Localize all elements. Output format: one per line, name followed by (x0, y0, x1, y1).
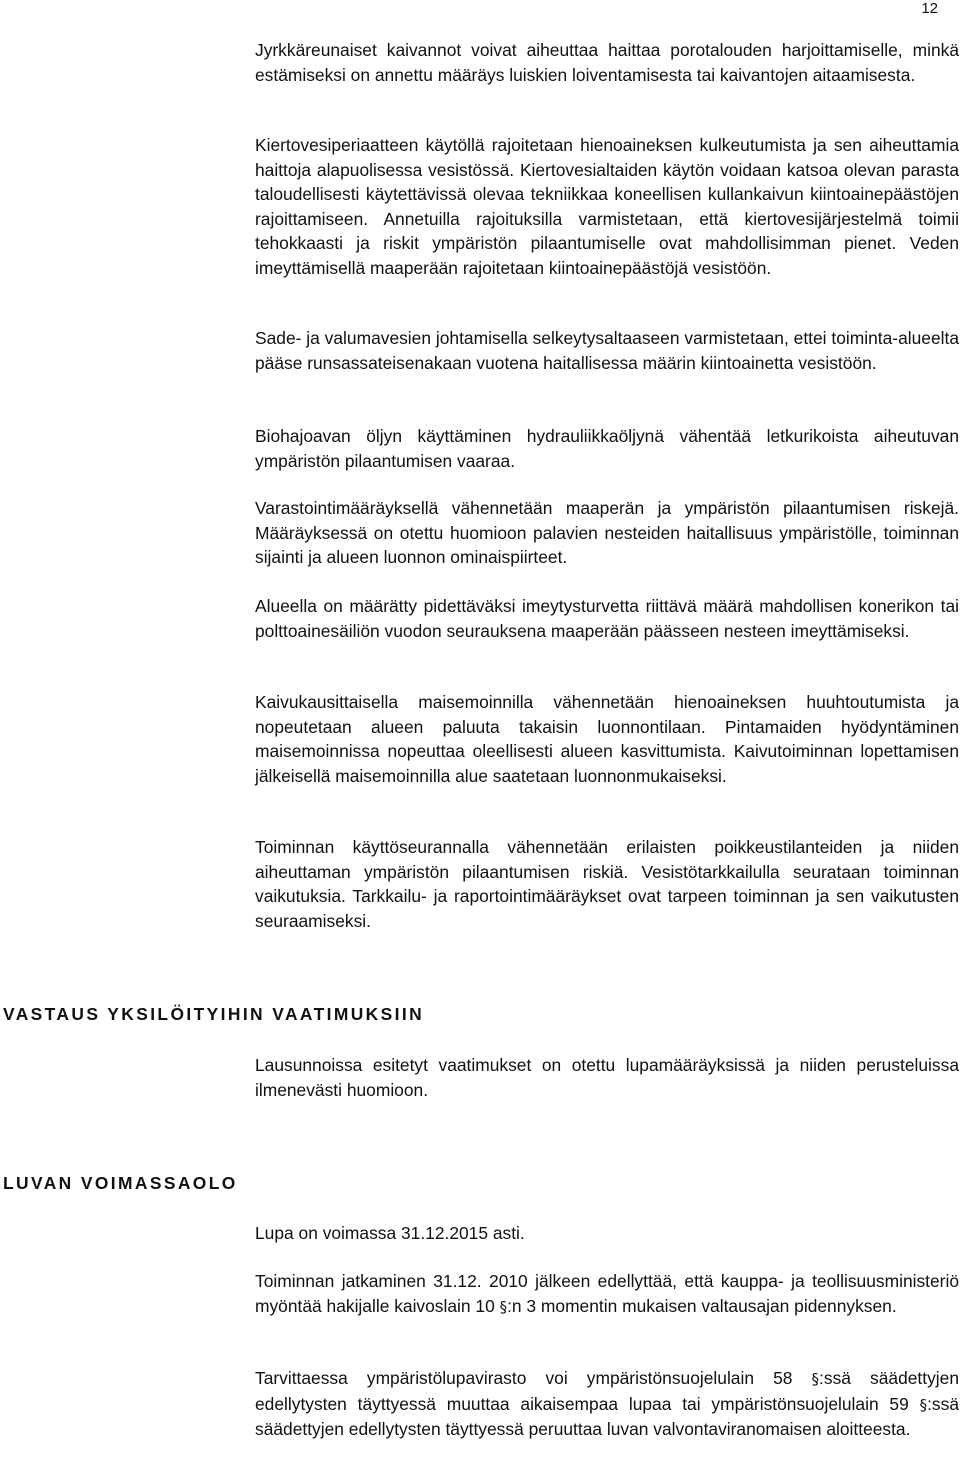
paragraph-excavation-slopes: Jyrkkäreunaiset kaivannot voivat aiheuttaa haittaa porotalouden harjoittamiselle, minkä estämiseksi on annettu määräys luiskien loiventamisesta tai kaivantojen aitaamisesta. (255, 40, 959, 85)
paragraph-monitoring: Toiminnan käyttöseurannalla vähennetään erilaisten poikkeustilanteiden ja niiden aiheuttaman ympäristön pilaantumisen riskiä. Vesistötarkkailulla seurataan toiminnan vaikutuksia. Tarkkailu- ja raportointimääräykset ovat tarpeen toiminnan ja sen vaikutusten seuraamiseksi. (255, 837, 959, 931)
amendment-text-b: :ssä säädettyjen edellytysten täyttyessä muuttaa aikaisempaa lupaa tai ympäristönsuojelulain 59 (255, 1368, 959, 1414)
paragraph-recirculating-water: Kiertovesiperiaatteen käytöllä rajoitetaan hienoaineksen kulkeutumista ja sen aiheuttamia haittoja alapuolisessa vesistössä. Kiertovesialtaiden käytön voidaan katsoa olevan parasta taloudellisesti käytettävissä olevaa tekniikkaa koneellisen kullankaivun kiintoainepäästöjen rajoittamiseen. Annetuilla rajoituksilla varmistetaan, että kiertovesijärjestelmä toimii tehokkaasti ja riskit ympäristön pilaantumiselle ovat mahdollisimman pienet. Veden imeyttämisellä maaperään rajoitetaan kiintoainepäästöjä vesistöön. (255, 135, 959, 278)
section-sign: § (811, 1370, 820, 1388)
paragraph-biodegradable-oil: Biohajoavan öljyn käyttäminen hydrauliikkaöljynä vähentää letkurikoista aiheutuvan ympäristön pilaantumisen vaaraa. (255, 426, 959, 471)
section-sign: § (919, 1395, 928, 1414)
paragraph-landscaping: Kaivukausittaisella maisemoinnilla vähennetään hienoaineksen huuhtoutumista ja nopeutetaan alueen paluuta takaisin luonnontilaan. Pintamaiden hyödyntäminen maisemoinnissa nopeuttaa oleellisesti alueen kasvittumista. Kaivutoiminnan lopettamisen jälkeisellä maisemoinnilla alue saatetaan luonnonmukaiseksi. (255, 692, 959, 786)
paragraph-permit-amendment (255, 1366, 959, 1442)
amendment-text-c: :ssä säädettyjen edellytysten täyttyessä peruuttaa luvan valvontaviranomaisen aloitteesta. (255, 1393, 959, 1439)
page-number: 12 (921, 0, 938, 17)
paragraph-storage-regulation: Varastointimääräyksellä vähennetään maaperän ja ympäristön pilaantumisen riskejä. Määräyksessä on otettu huomioon palavien nesteiden haitallisuus ympäristölle, toiminnan sijainti ja alueen luonnon ominaispiirteet. (255, 498, 959, 567)
section-heading-responses: VASTAUS YKSILÖITYIHIN VAATIMUKSIIN (3, 1004, 425, 1024)
amendment-text-a: Tarvittaessa ympäristölupavirasto voi ympäristönsuojelulain 58 (255, 1368, 812, 1388)
paragraph-absorbent-peat: Alueella on määrätty pidettäväksi imeytysturvetta riittävä määrä mahdollisen konerikon tai polttoainesäiliön vuodon seurauksena maaperään päässeen nesteen imeyttämiseksi. (255, 596, 959, 641)
continuation-text-a: Toiminnan jatkaminen 31.12. 2010 jälkeen edellyttää, että kauppa- ja teollisuusministeriö myöntää hakijalle kaivoslain 10 (255, 1271, 959, 1316)
continuation-text-b: :n 3 momentin mukaisen valtausajan pidennyksen. (507, 1295, 897, 1316)
section-sign: § (499, 1297, 508, 1316)
paragraph-stormwater: Sade- ja valumavesien johtamisella selkeytysaltaaseen varmistetaan, ettei toiminta-alueelta pääse runsassateisenakaan vuotena haitallisessa määrin kiintoainetta vesistöön. (255, 328, 959, 373)
paragraph-responses: Lausunnoissa esitetyt vaatimukset on otettu lupamääräyksissä ja niiden perusteluissa ilmenevästi huomioon. (255, 1055, 959, 1100)
paragraph-permit-valid-until: Lupa on voimassa 31.12.2015 asti. (255, 1223, 525, 1243)
paragraph-continuation (255, 1269, 959, 1319)
section-heading-permit-validity: LUVAN VOIMASSAOLO (3, 1173, 238, 1193)
